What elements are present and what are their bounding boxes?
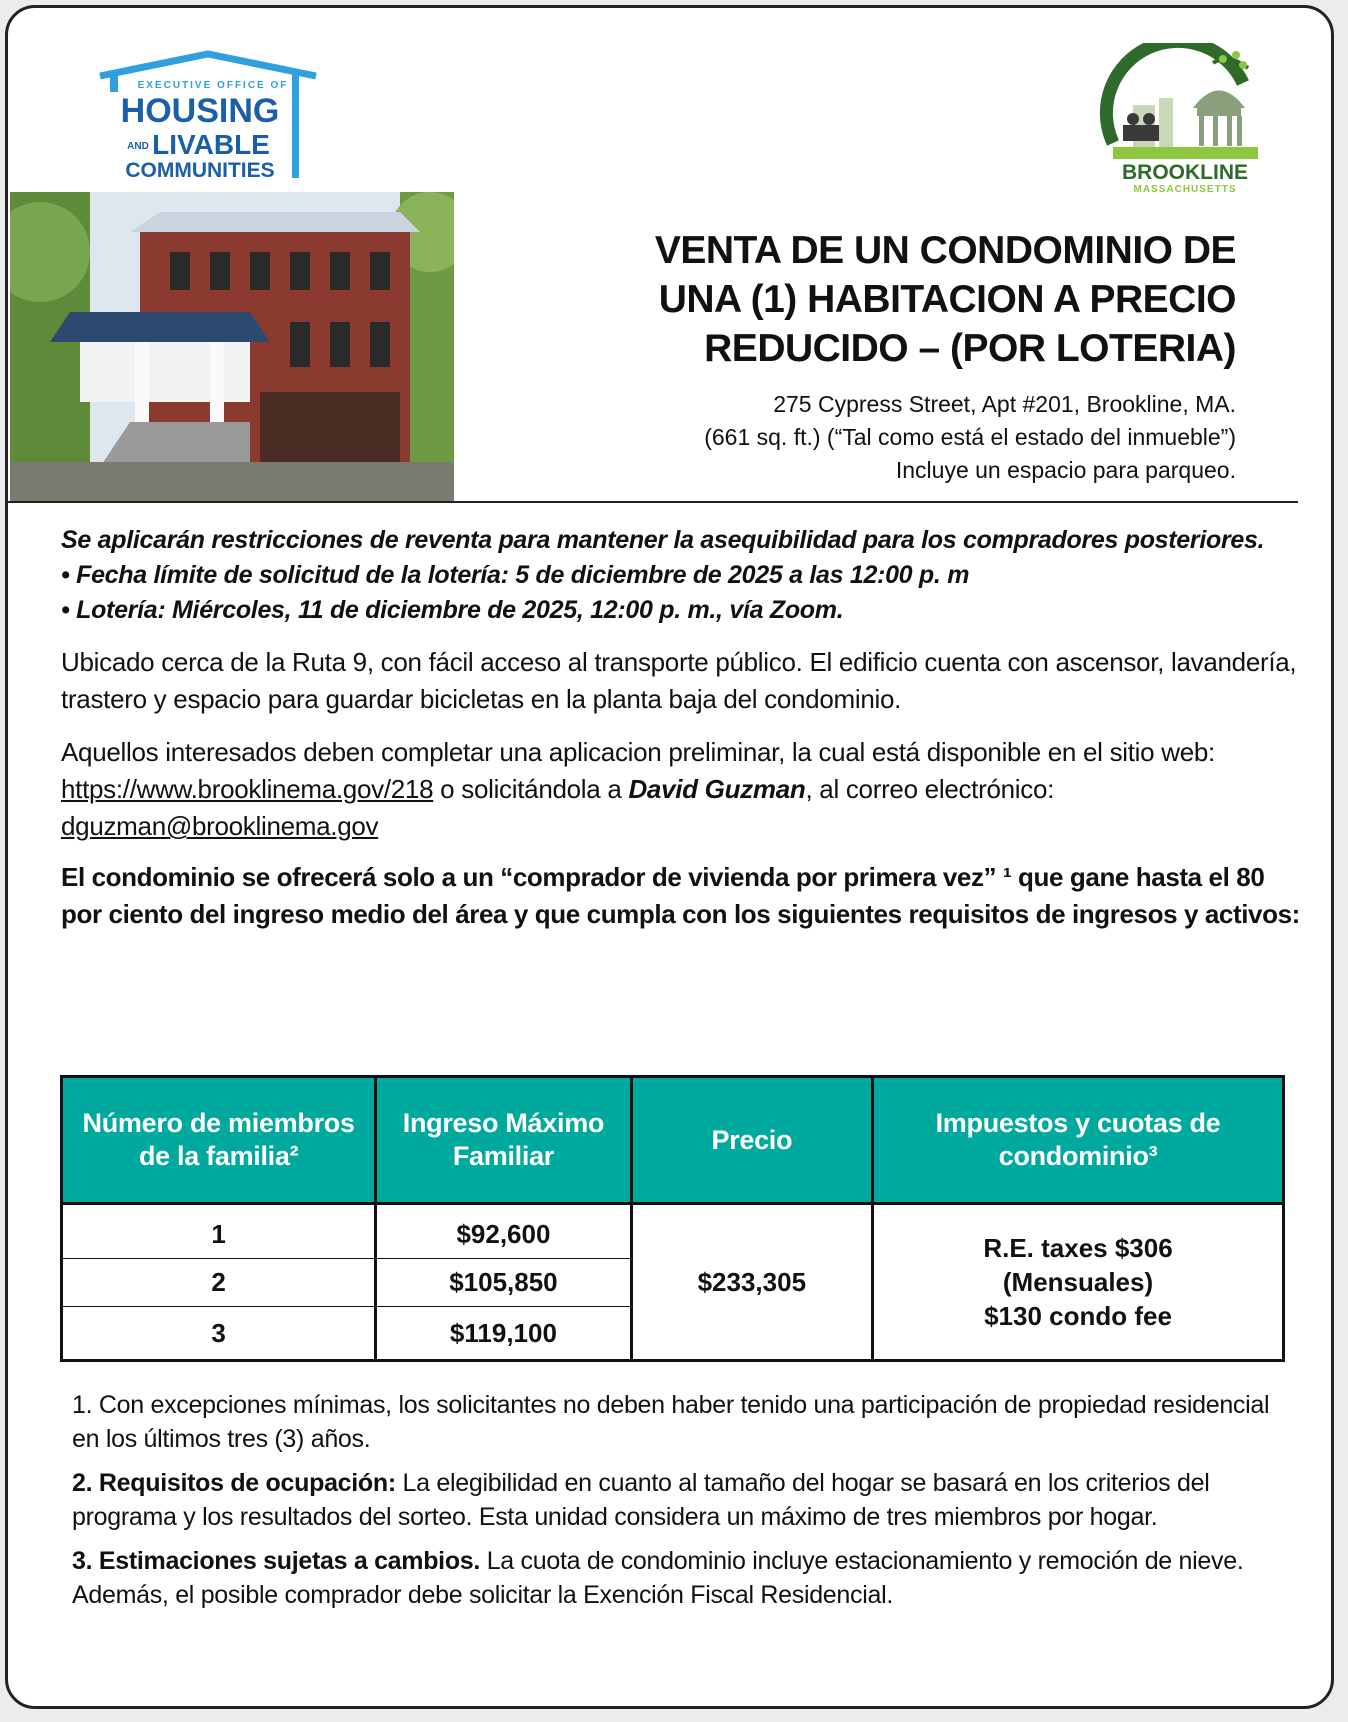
eligibility-statement: El condominio se ofrecerá solo a un “comprador de vivienda por primera vez” ¹ que gane hasta el 80 por ciento del ingreso medio del área y que cumpla con los siguientes requisitos de ingresos y activos: (61, 862, 1300, 929)
income-price-table (60, 1075, 1285, 1362)
divider (8, 501, 1298, 503)
header-income: Ingreso Máximo Familiar (376, 1077, 631, 1204)
footnote-2-text: La elegibilidad en cuanto al tamaño del hogar se basará en los criterios del programa y los resultados del sorteo. Esta unidad considera un máximo de tres miembros por hogar. (72, 1469, 1210, 1531)
lottery-date: • Lotería: Miércoles, 11 de diciembre de 2025, 12:00 p. m., vía Zoom. (61, 596, 844, 624)
fees-line-3: $130 condo fee (984, 1301, 1172, 1331)
header-fees: Impuestos y cuotas de condominio³ (873, 1077, 1284, 1204)
page-title (476, 226, 1236, 373)
price-cell: $233,305 (631, 1204, 872, 1361)
brookline-state: MASSACHUSETTS (1133, 184, 1237, 195)
header-members: Número de miembros de la familia² (62, 1077, 376, 1204)
address-line-2: (661 sq. ft.) (“Tal como está el estado del inmueble”) (704, 424, 1236, 450)
building-photo-icon (10, 192, 454, 503)
footnote-3-text: La cuota de condominio incluye estacionamiento y remoción de nieve. Además, el posible comprador debe solicitar la Exención Fiscal Residencial. (72, 1547, 1244, 1609)
footnote-3 (72, 1544, 1272, 1612)
members-cell: 2 (62, 1259, 376, 1307)
income-cell: $105,850 (376, 1259, 631, 1307)
title-line-2: UNA (1) HABITACION A PRECIO (658, 278, 1236, 321)
contact-name: David Guzman (628, 774, 806, 804)
main-content (61, 523, 1301, 933)
footnote-1: 1. Con excepciones mínimas, los solicitantes no deben haber tenido una participación de propiedad residencial en los últimos tres (3) años. (72, 1391, 1270, 1453)
eohlc-line1: EXECUTIVE OFFICE OF (137, 80, 289, 91)
footnote-3-heading: 3. Estimaciones sujetas a cambios. (72, 1547, 481, 1575)
address-line-1: 275 Cypress Street, Apt #201, Brookline, MA. (773, 391, 1236, 417)
application-instructions (61, 734, 1301, 845)
apply-text-3: , al correo electrónico: (805, 774, 1055, 804)
brookline-name: BROOKLINE (1122, 161, 1248, 184)
footnotes (72, 1388, 1272, 1622)
address-line-3: Incluye un espacio para parqueo. (895, 457, 1236, 483)
property-address (476, 388, 1236, 487)
brookline-logo (1093, 43, 1263, 198)
house-roof-icon (98, 50, 328, 180)
application-deadline: • Fecha límite de solicitud de la lotería: 5 de diciembre de 2025 a las 12:00 p. m (61, 561, 970, 589)
website-link[interactable]: https://www.brooklinema.gov/218 (61, 774, 434, 804)
members-cell: 1 (62, 1204, 376, 1259)
resale-restriction: Se aplicarán restricciones de reventa para mantener la asequibilidad para los compradores posteriores. (61, 526, 1265, 554)
title-line-3: REDUCIDO – (POR LOTERIA) (704, 327, 1236, 370)
eohlc-line2: HOUSING (120, 92, 280, 130)
eohlc-logo (98, 50, 328, 180)
footnote-2 (72, 1466, 1272, 1534)
building-photo (10, 192, 454, 503)
footnote-2-heading: 2. Requisitos de ocupación: (72, 1469, 396, 1497)
header-price: Precio (631, 1077, 872, 1204)
apply-text-2: o solicitándola a (433, 774, 629, 804)
flyer-page (5, 5, 1334, 1709)
location-description: Ubicado cerca de la Ruta 9, con fácil acceso al transporte público. El edificio cuenta con ascensor, lavandería, trastero y espacio para guardar bicicletas en la planta baja del condominio. (61, 647, 1297, 714)
eohlc-line3: LIVABLE (152, 129, 270, 160)
fees-cell (873, 1204, 1284, 1361)
eohlc-line4: COMMUNITIES (125, 159, 275, 180)
fees-line-1: R.E. taxes $306 (983, 1233, 1173, 1263)
fees-line-2: (Mensuales) (1002, 1267, 1154, 1297)
brookline-seal-icon (1093, 43, 1263, 198)
income-cell: $92,600 (376, 1204, 631, 1259)
apply-text-1: Aquellos interesados deben completar una aplicacion preliminar, la cual está disponible en el sitio web: (61, 737, 1215, 767)
members-cell: 3 (62, 1307, 376, 1361)
table-row (62, 1204, 1284, 1259)
email-link[interactable]: dguzman@brooklinema.gov (61, 811, 379, 841)
eohlc-and: AND (127, 141, 149, 152)
income-cell: $119,100 (376, 1307, 631, 1361)
title-line-1: VENTA DE UN CONDOMINIO DE (654, 229, 1236, 272)
